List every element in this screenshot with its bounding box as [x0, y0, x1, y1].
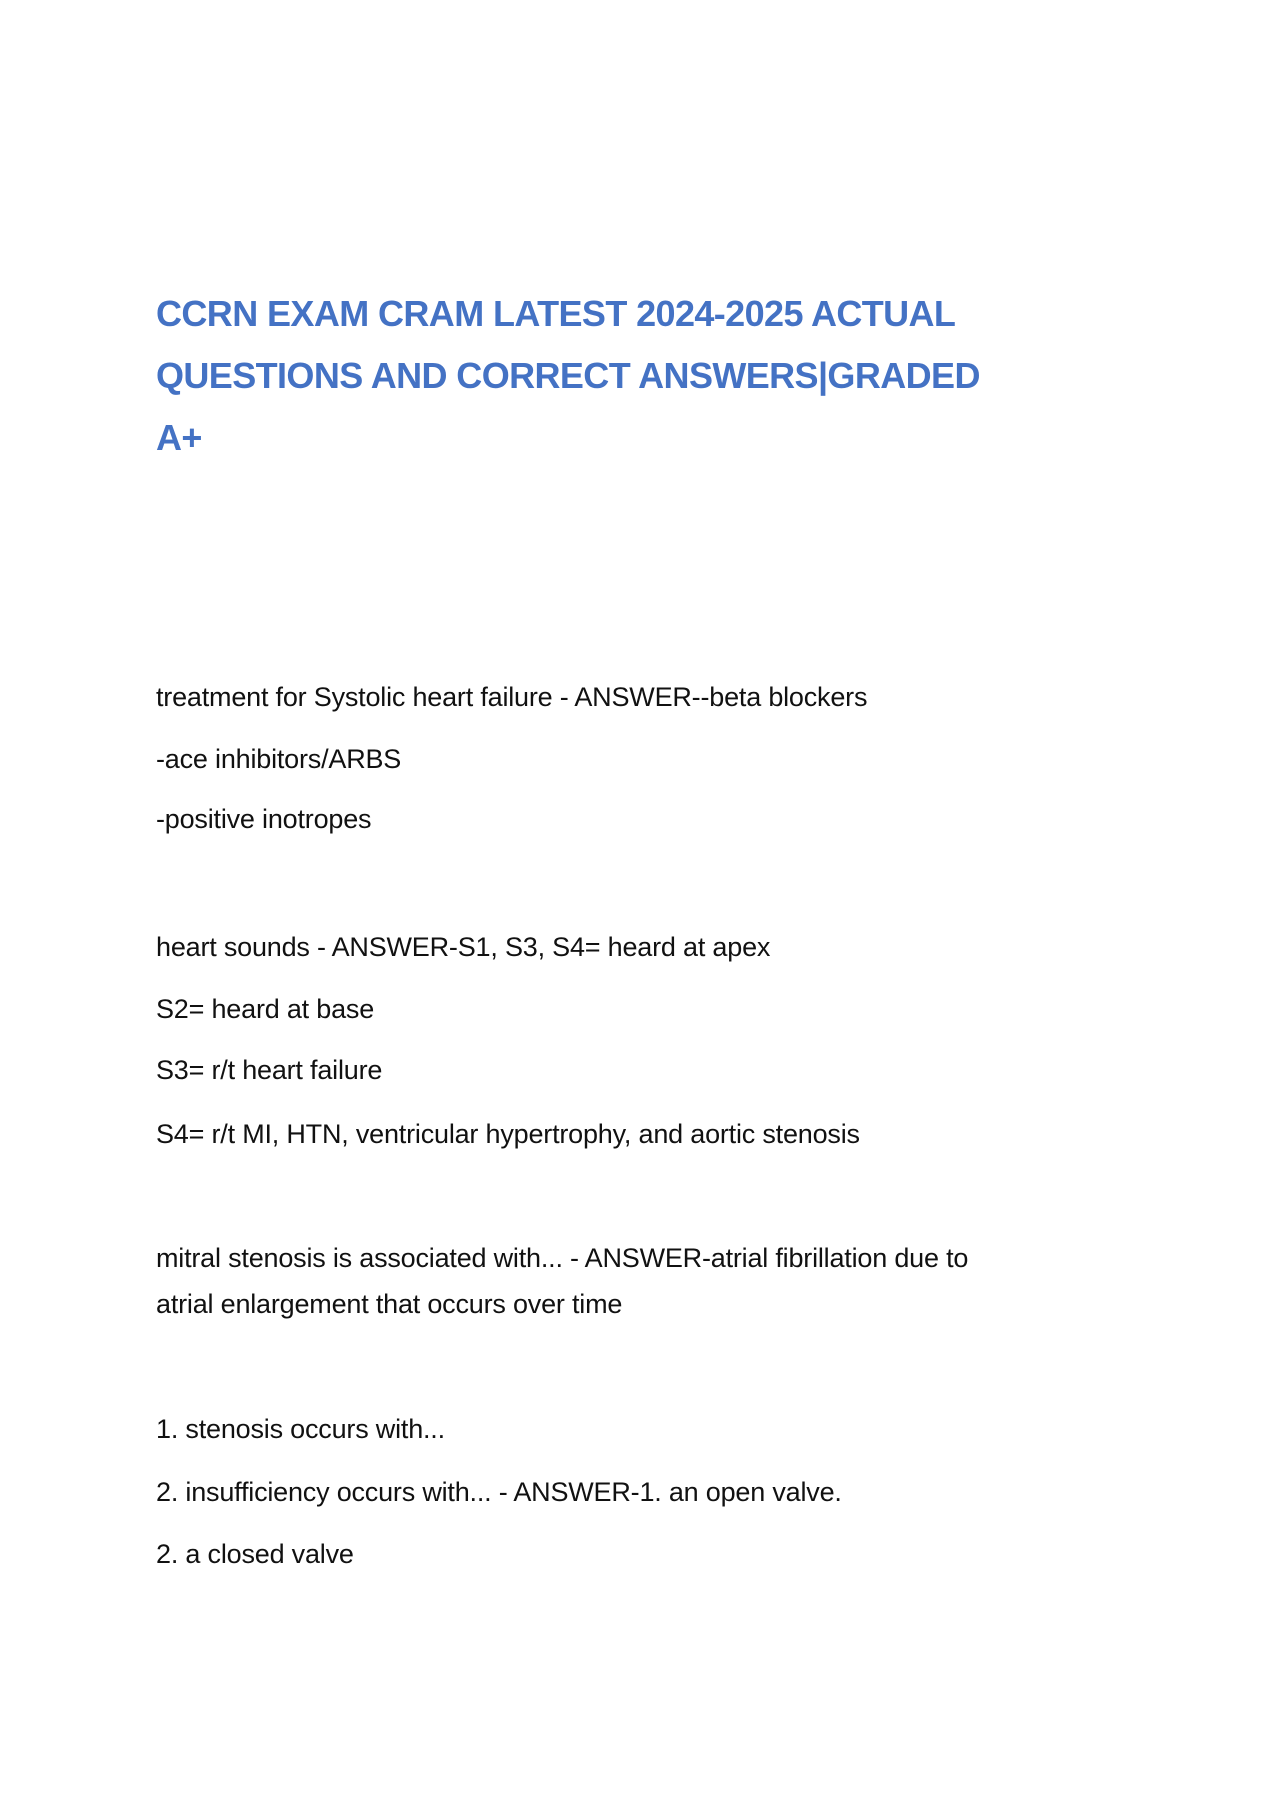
answer-line: -positive inotropes: [156, 804, 372, 834]
answer-line: S3= r/t heart failure: [156, 1055, 383, 1085]
answer-line: S4= r/t MI, HTN, ventricular hypertrophy, and aortic stenosis: [156, 1119, 860, 1149]
answer-line: 2. a closed valve: [156, 1539, 354, 1569]
question-answer-line: 2. insufficiency occurs with... - ANSWER-1. an open valve.: [156, 1477, 842, 1507]
title-line-3: A+: [156, 417, 202, 458]
question-answer-line: treatment for Systolic heart failure - ANSWER--beta blockers: [156, 682, 868, 712]
question-answer-line: mitral stenosis is associated with... - ANSWER-atrial fibrillation due to: [156, 1243, 969, 1273]
question-line: 1. stenosis occurs with...: [156, 1414, 445, 1444]
title-line-1: CCRN EXAM CRAM LATEST 2024-2025 ACTUAL: [156, 293, 956, 334]
answer-line: atrial enlargement that occurs over time: [156, 1289, 623, 1319]
document-title: [156, 283, 1116, 469]
question-answer-line: heart sounds - ANSWER-S1, S3, S4= heard at apex: [156, 932, 771, 962]
title-line-2: QUESTIONS AND CORRECT ANSWERS|GRADED: [156, 355, 980, 396]
answer-line: S2= heard at base: [156, 994, 375, 1024]
answer-line: -ace inhibitors/ARBS: [156, 744, 402, 774]
